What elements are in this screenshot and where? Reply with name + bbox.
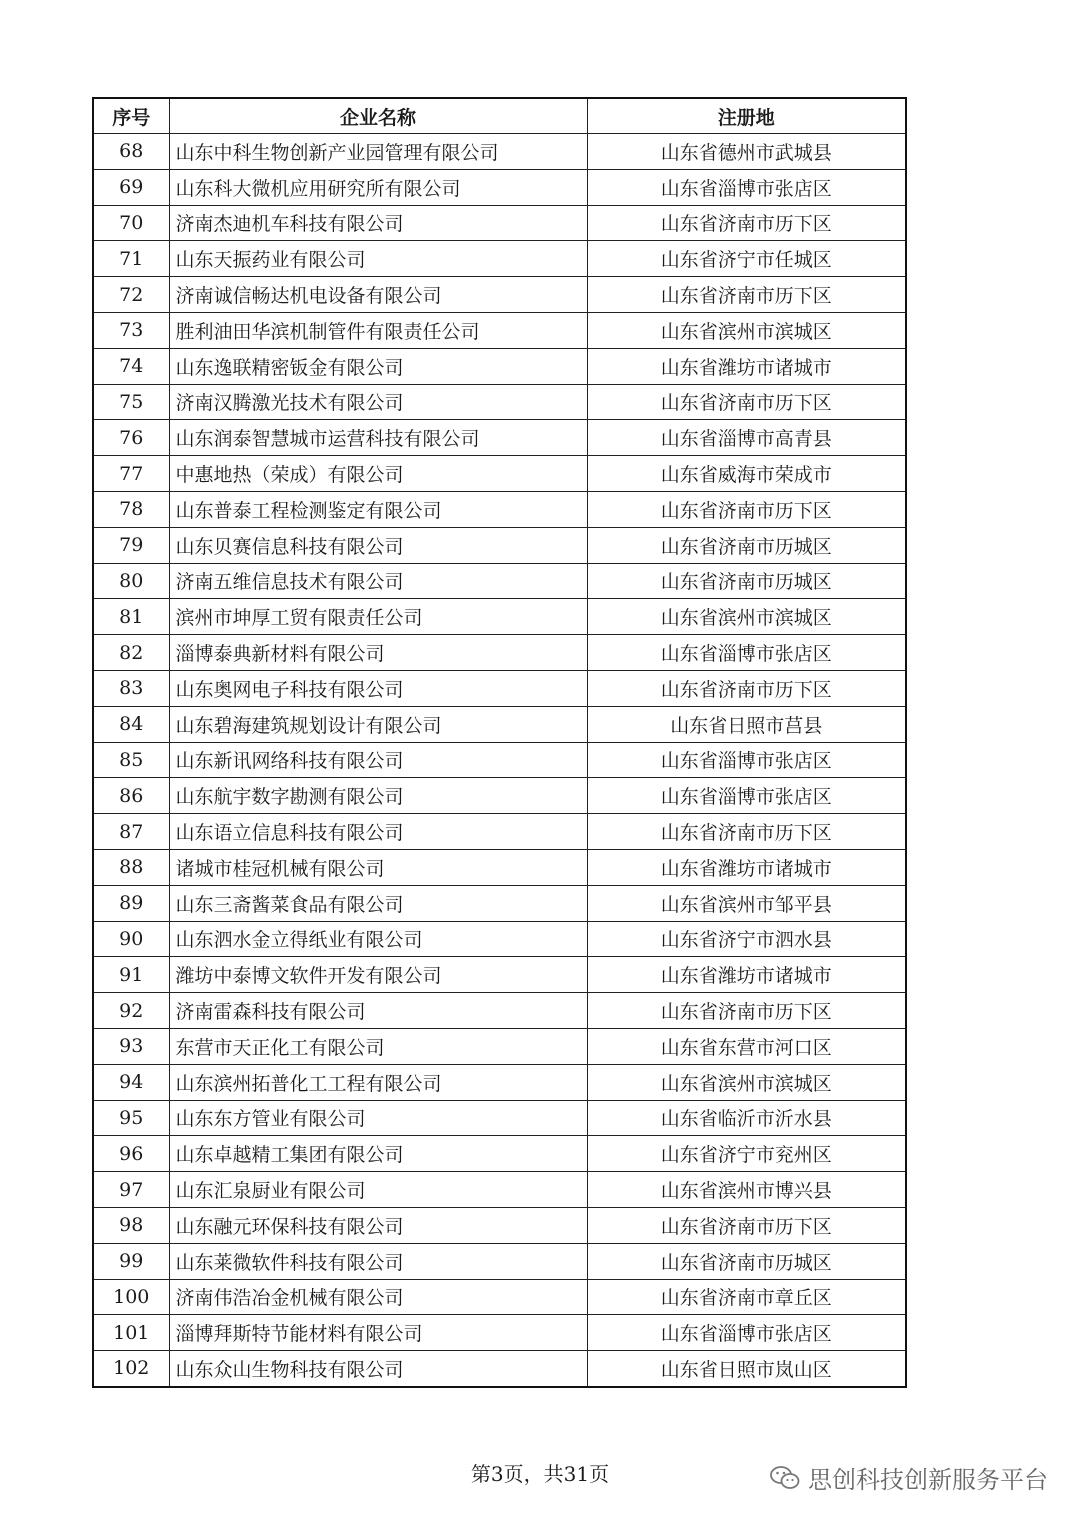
company-name: 诸城市桂冠机械有限公司	[169, 849, 587, 885]
company-name: 山东中科生物创新产业园管理有限公司	[169, 134, 587, 170]
table-row	[93, 169, 906, 205]
registered-location: 山东省济南市历城区	[587, 1243, 906, 1279]
header-company-name: 企业名称	[169, 98, 587, 134]
row-index: 92	[93, 993, 169, 1029]
table-row	[93, 921, 906, 957]
row-index: 89	[93, 885, 169, 921]
company-name: 山东三斋酱菜食品有限公司	[169, 885, 587, 921]
table-row	[93, 1315, 906, 1351]
registered-location: 山东省济南市历城区	[587, 527, 906, 563]
company-name: 山东众山生物科技有限公司	[169, 1351, 587, 1387]
registered-location: 山东省济南市历下区	[587, 205, 906, 241]
table-row	[93, 742, 906, 778]
table-row	[93, 384, 906, 420]
company-table	[92, 97, 907, 1388]
registered-location: 山东省济南市历下区	[587, 670, 906, 706]
table-row	[93, 1028, 906, 1064]
wechat-icon	[770, 1465, 800, 1491]
company-name: 山东科大微机应用研究所有限公司	[169, 169, 587, 205]
table-row	[93, 241, 906, 277]
row-index: 77	[93, 456, 169, 492]
company-name: 山东莱微软件科技有限公司	[169, 1243, 587, 1279]
table-body	[93, 134, 906, 1387]
company-name: 山东新讯网络科技有限公司	[169, 742, 587, 778]
registered-location: 山东省淄博市张店区	[587, 1315, 906, 1351]
company-name: 东营市天正化工有限公司	[169, 1028, 587, 1064]
registered-location: 山东省济宁市任城区	[587, 241, 906, 277]
registered-location: 山东省滨州市滨城区	[587, 599, 906, 635]
company-name: 山东碧海建筑规划设计有限公司	[169, 706, 587, 742]
company-name: 山东普泰工程检测鉴定有限公司	[169, 491, 587, 527]
registered-location: 山东省济南市历下区	[587, 277, 906, 313]
table-row	[93, 1207, 906, 1243]
table-row	[93, 277, 906, 313]
company-name: 济南雷森科技有限公司	[169, 993, 587, 1029]
row-index: 90	[93, 921, 169, 957]
row-index: 98	[93, 1207, 169, 1243]
company-name: 济南汉腾激光技术有限公司	[169, 384, 587, 420]
registered-location: 山东省东营市河口区	[587, 1028, 906, 1064]
table-row	[93, 1136, 906, 1172]
row-index: 70	[93, 205, 169, 241]
registered-location: 山东省淄博市张店区	[587, 742, 906, 778]
registered-location: 山东省潍坊市诸城市	[587, 957, 906, 993]
row-index: 75	[93, 384, 169, 420]
registered-location: 山东省济南市历下区	[587, 993, 906, 1029]
row-index: 101	[93, 1315, 169, 1351]
company-name: 山东贝赛信息科技有限公司	[169, 527, 587, 563]
registered-location: 山东省滨州市博兴县	[587, 1172, 906, 1208]
company-name: 山东航宇数字勘测有限公司	[169, 778, 587, 814]
row-index: 85	[93, 742, 169, 778]
company-name: 山东滨州拓普化工工程有限公司	[169, 1064, 587, 1100]
row-index: 74	[93, 348, 169, 384]
table-row	[93, 885, 906, 921]
table-row	[93, 205, 906, 241]
table-row	[93, 1279, 906, 1315]
registered-location: 山东省日照市岚山区	[587, 1351, 906, 1387]
header-index: 序号	[93, 98, 169, 134]
row-index: 94	[93, 1064, 169, 1100]
row-index: 96	[93, 1136, 169, 1172]
row-index: 100	[93, 1279, 169, 1315]
page-footer: 第3页，共31页	[470, 1462, 610, 1486]
company-name: 济南诚信畅达机电设备有限公司	[169, 277, 587, 313]
company-name: 山东天振药业有限公司	[169, 241, 587, 277]
table-row	[93, 420, 906, 456]
company-name: 山东泗水金立得纸业有限公司	[169, 921, 587, 957]
row-index: 78	[93, 491, 169, 527]
company-name: 山东融元环保科技有限公司	[169, 1207, 587, 1243]
row-index: 73	[93, 312, 169, 348]
row-index: 71	[93, 241, 169, 277]
company-name: 山东东方管业有限公司	[169, 1100, 587, 1136]
company-name: 胜利油田华滨机制管件有限责任公司	[169, 312, 587, 348]
row-index: 93	[93, 1028, 169, 1064]
registered-location: 山东省淄博市张店区	[587, 169, 906, 205]
company-name: 中惠地热（荣成）有限公司	[169, 456, 587, 492]
header-registered-location: 注册地	[587, 98, 906, 134]
table-row	[93, 993, 906, 1029]
table-row	[93, 1100, 906, 1136]
table-row	[93, 527, 906, 563]
company-name: 滨州市坤厚工贸有限责任公司	[169, 599, 587, 635]
table-row	[93, 670, 906, 706]
company-name: 山东卓越精工集团有限公司	[169, 1136, 587, 1172]
table-row	[93, 563, 906, 599]
registered-location: 山东省济宁市泗水县	[587, 921, 906, 957]
row-index: 80	[93, 563, 169, 599]
registered-location: 山东省淄博市张店区	[587, 778, 906, 814]
registered-location: 山东省日照市莒县	[587, 706, 906, 742]
company-name: 淄博拜斯特节能材料有限公司	[169, 1315, 587, 1351]
registered-location: 山东省德州市武城县	[587, 134, 906, 170]
row-index: 88	[93, 849, 169, 885]
row-index: 91	[93, 957, 169, 993]
registered-location: 山东省滨州市滨城区	[587, 312, 906, 348]
row-index: 99	[93, 1243, 169, 1279]
company-name: 山东逸联精密钣金有限公司	[169, 348, 587, 384]
table-header-row	[93, 98, 906, 134]
row-index: 102	[93, 1351, 169, 1387]
registered-location: 山东省滨州市滨城区	[587, 1064, 906, 1100]
registered-location: 山东省济南市历下区	[587, 1207, 906, 1243]
row-index: 68	[93, 134, 169, 170]
company-name: 济南杰迪机车科技有限公司	[169, 205, 587, 241]
registered-location: 山东省潍坊市诸城市	[587, 348, 906, 384]
company-name: 山东奥网电子科技有限公司	[169, 670, 587, 706]
registered-location: 山东省淄博市张店区	[587, 635, 906, 671]
row-index: 86	[93, 778, 169, 814]
registered-location: 山东省济南市历下区	[587, 491, 906, 527]
row-index: 82	[93, 635, 169, 671]
table-row	[93, 456, 906, 492]
table-row	[93, 635, 906, 671]
registered-location: 山东省临沂市沂水县	[587, 1100, 906, 1136]
table-row	[93, 778, 906, 814]
table-row	[93, 1243, 906, 1279]
row-index: 87	[93, 814, 169, 850]
registered-location: 山东省济南市章丘区	[587, 1279, 906, 1315]
row-index: 72	[93, 277, 169, 313]
registered-location: 山东省济南市历下区	[587, 384, 906, 420]
registered-location: 山东省淄博市高青县	[587, 420, 906, 456]
registered-location: 山东省潍坊市诸城市	[587, 849, 906, 885]
company-name: 济南伟浩冶金机械有限公司	[169, 1279, 587, 1315]
row-index: 81	[93, 599, 169, 635]
row-index: 69	[93, 169, 169, 205]
table-row	[93, 312, 906, 348]
table-row	[93, 348, 906, 384]
row-index: 79	[93, 527, 169, 563]
row-index: 83	[93, 670, 169, 706]
registered-location: 山东省济宁市兖州区	[587, 1136, 906, 1172]
company-name: 潍坊中泰博文软件开发有限公司	[169, 957, 587, 993]
row-index: 84	[93, 706, 169, 742]
table-row	[93, 1064, 906, 1100]
table-row	[93, 957, 906, 993]
registered-location: 山东省济南市历下区	[587, 814, 906, 850]
table-row	[93, 706, 906, 742]
company-name: 济南五维信息技术有限公司	[169, 563, 587, 599]
company-name: 山东汇泉厨业有限公司	[169, 1172, 587, 1208]
watermark-text: 思创科技创新服务平台	[808, 1466, 1048, 1494]
table-row	[93, 849, 906, 885]
company-name: 淄博泰典新材料有限公司	[169, 635, 587, 671]
company-name: 山东润泰智慧城市运营科技有限公司	[169, 420, 587, 456]
table-row	[93, 134, 906, 170]
row-index: 76	[93, 420, 169, 456]
table-row	[93, 491, 906, 527]
row-index: 95	[93, 1100, 169, 1136]
company-name: 山东语立信息科技有限公司	[169, 814, 587, 850]
table-row	[93, 814, 906, 850]
row-index: 97	[93, 1172, 169, 1208]
watermark	[770, 1460, 1048, 1495]
registered-location: 山东省滨州市邹平县	[587, 885, 906, 921]
table-row	[93, 1351, 906, 1387]
registered-location: 山东省济南市历城区	[587, 563, 906, 599]
table-row	[93, 1172, 906, 1208]
registered-location: 山东省威海市荣成市	[587, 456, 906, 492]
company-table-container	[92, 97, 905, 1388]
table-row	[93, 599, 906, 635]
